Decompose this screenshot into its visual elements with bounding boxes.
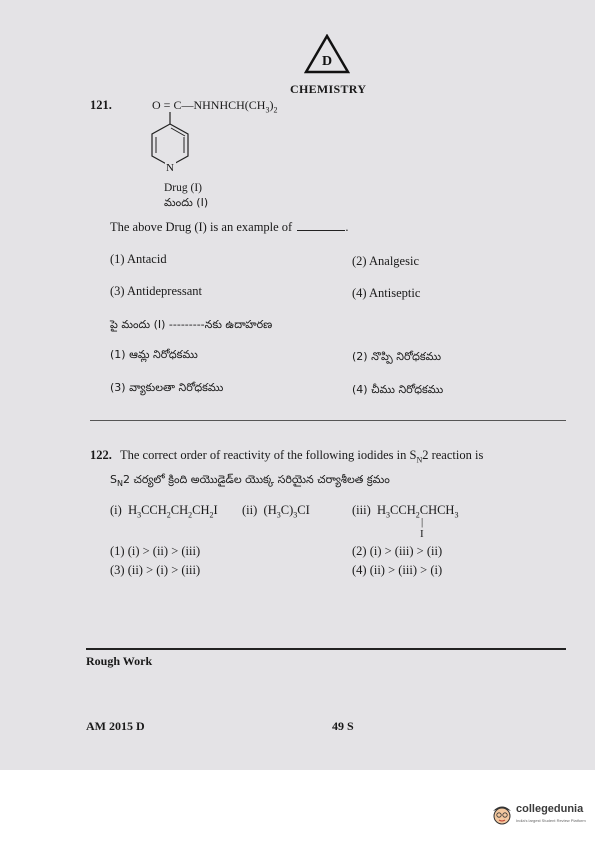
brand-name: collegedunia bbox=[516, 803, 584, 815]
q121-option-3: (3) Antidepressant bbox=[110, 284, 202, 298]
set-triangle-icon bbox=[304, 34, 350, 74]
compound-ii-label: (ii) bbox=[242, 503, 258, 517]
q122-option-2: (2) (i) > (iii) > (ii) bbox=[352, 544, 443, 558]
q122-option-3: (3) (ii) > (i) > (iii) bbox=[110, 563, 201, 577]
compound-i: (i) $H_3CCH_2CH_2CH_2I$ bbox=[110, 503, 218, 520]
structure-close: ) bbox=[269, 98, 274, 112]
rough-work-label: Rough Work bbox=[86, 654, 153, 668]
rough-work-rule bbox=[86, 648, 566, 650]
structure-sub3: 3 bbox=[265, 105, 270, 115]
structure-substituent: = C—NHNHCH(CH bbox=[163, 98, 266, 112]
q122-question-post: 2 reaction is bbox=[422, 448, 484, 462]
exam-code: AM 2015 D bbox=[86, 719, 145, 733]
q121-option-4: (4) Antiseptic bbox=[352, 286, 421, 300]
collegedunia-branding bbox=[490, 800, 590, 832]
compound-ii: (ii) $(H_3C)_3CI$ bbox=[242, 503, 310, 520]
q121-question-te: పై మందు (I) ---------నకు ఉదాహరణ bbox=[110, 318, 273, 331]
set-letter: D bbox=[321, 54, 333, 69]
q122-te-post: 2 చర్యలో క్రింది అయొడైడ్‌ల యొక్క సరియైన చర్యాశీలత క్రమం bbox=[122, 473, 390, 486]
q121-option-2: (2) Analgesic bbox=[352, 254, 419, 268]
q122-question-sub: N bbox=[416, 455, 423, 465]
structure-oxygen: O bbox=[152, 98, 161, 112]
q121-option-te-4: (4) చీము నిరోధకము bbox=[352, 383, 444, 396]
q122-question-en bbox=[120, 448, 483, 465]
q122-option-1: (1) (i) > (ii) > (iii) bbox=[110, 544, 201, 558]
q122-te-sub: N bbox=[116, 479, 123, 489]
pyridine-ring-diagram bbox=[140, 112, 200, 182]
q121-option-te-3: (3) వ్యాకులతా నిరోధకము bbox=[110, 381, 224, 394]
drug-label-en: Drug (I) bbox=[164, 182, 202, 194]
q121-option-1: (1) Antacid bbox=[110, 252, 167, 266]
q122-question-te bbox=[110, 473, 390, 489]
compound-i-label: (i) bbox=[110, 503, 122, 517]
structure-sub2: 2 bbox=[273, 105, 278, 115]
brand-tagline: India's largest Student Review Platform bbox=[516, 818, 586, 823]
compound-iii: (iii) $H_3CCH_2CHCH_3$ bbox=[352, 503, 459, 520]
q121-question-end: . bbox=[345, 220, 349, 234]
q121-question-text: The above Drug (I) is an example of bbox=[110, 220, 293, 234]
q122-number: 122. bbox=[90, 448, 112, 462]
q121-option-te-2: (2) నొప్పి నిరోధకము bbox=[352, 350, 442, 363]
pyridine-nitrogen: N bbox=[166, 162, 174, 174]
question-divider bbox=[90, 420, 566, 421]
subject-title: CHEMISTRY bbox=[290, 82, 367, 96]
q122-te-pre: S bbox=[110, 473, 117, 486]
drug-label-te: మందు (I) bbox=[164, 196, 209, 209]
q121-number: 121. bbox=[90, 98, 112, 112]
collegedunia-logo-icon bbox=[490, 802, 514, 828]
page-number: 49 S bbox=[332, 719, 354, 733]
compound-iii-bond: | bbox=[421, 516, 424, 528]
compound-iii-label: (iii) bbox=[352, 503, 371, 517]
q122-question-pre: The correct order of reactivity of the following iodides in S bbox=[120, 448, 417, 462]
answer-blank bbox=[297, 230, 345, 231]
q121-option-te-1: (1) ఆమ్ల నిరోధకము bbox=[110, 348, 198, 361]
q121-question-en bbox=[110, 220, 348, 235]
q122-option-4: (4) (ii) > (iii) > (i) bbox=[352, 563, 443, 577]
compound-iii-iodine: I bbox=[420, 528, 424, 540]
